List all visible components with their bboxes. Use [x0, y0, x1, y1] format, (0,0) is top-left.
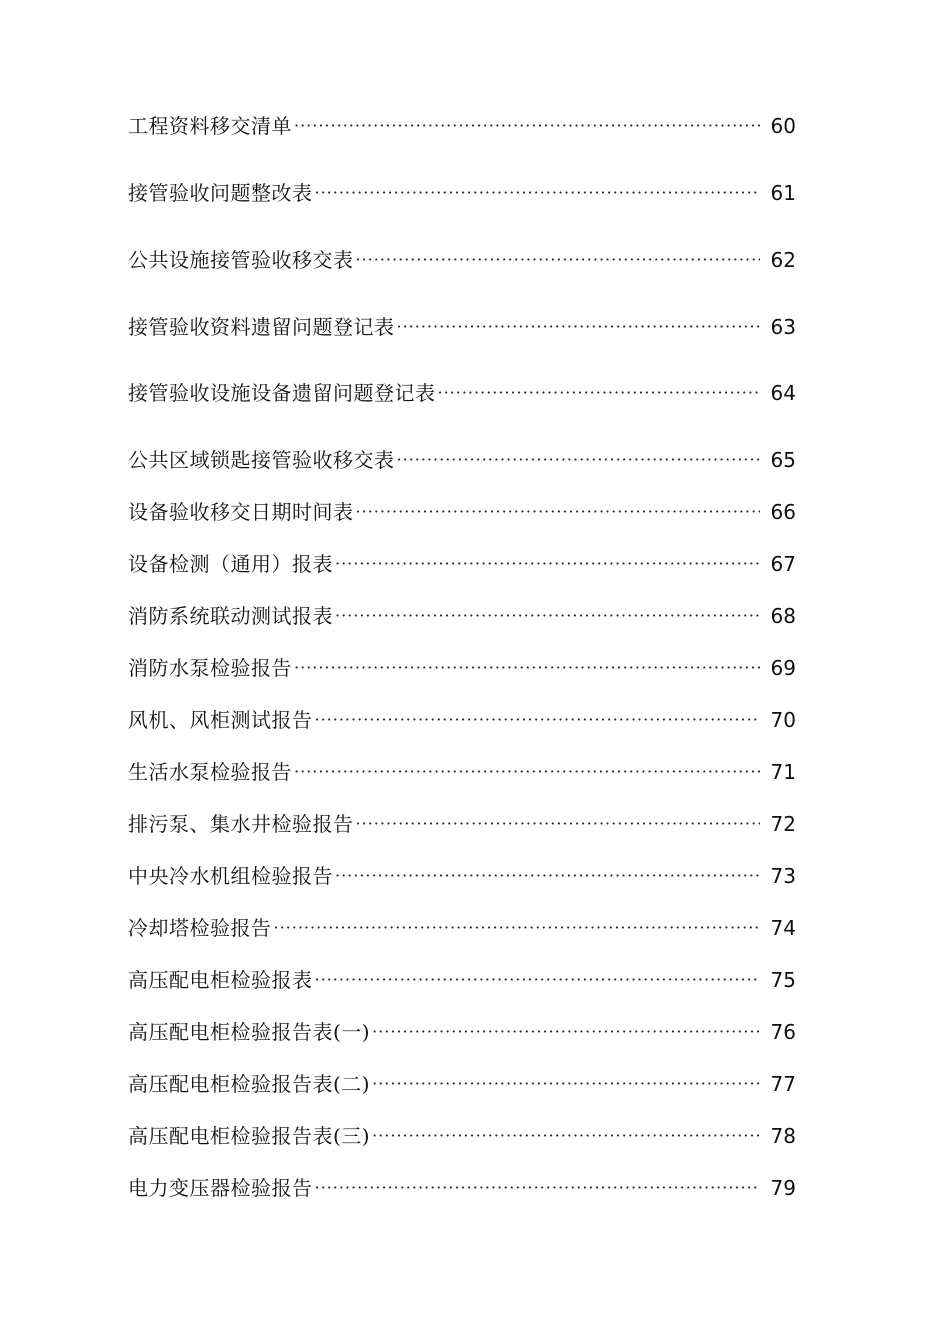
toc-entry[interactable] [128, 653, 796, 683]
toc-entry-title: 接管验收设施设备遗留问题登记表 [128, 381, 436, 405]
toc-leader-dots [372, 1121, 760, 1151]
toc-leader-dots [335, 601, 760, 631]
toc-leader-dots [294, 653, 760, 683]
toc-entry-page: 68 [770, 604, 796, 628]
toc-entry-page: 72 [770, 812, 796, 836]
toc-entry-page: 79 [770, 1176, 796, 1200]
toc-entry[interactable] [128, 965, 796, 995]
toc-entry[interactable] [128, 549, 796, 579]
toc-entry[interactable] [128, 809, 796, 839]
toc-leader-dots [315, 965, 761, 995]
toc-entry-title: 公共设施接管验收移交表 [128, 248, 354, 272]
toc-entry-title: 消防水泵检验报告 [128, 656, 292, 680]
toc-entry-page: 69 [770, 656, 796, 680]
toc-entry-title: 高压配电柜检验报告表(三) [128, 1124, 371, 1148]
toc-entry-page: 71 [770, 760, 796, 784]
toc-entry[interactable] [128, 861, 796, 891]
toc-entry-page: 77 [770, 1072, 796, 1096]
toc-entry-title: 排污泵、集水井检验报告 [128, 812, 354, 836]
toc-leader-dots [356, 497, 761, 527]
toc-leader-dots [315, 178, 761, 208]
toc-entry-page: 63 [770, 315, 796, 339]
toc-leader-dots [397, 312, 761, 342]
toc-entry[interactable] [128, 913, 796, 943]
toc-leader-dots [397, 445, 761, 475]
toc-entry-page: 66 [770, 500, 796, 524]
toc-entry-title: 生活水泵检验报告 [128, 760, 292, 784]
toc-entry-title: 消防系统联动测试报表 [128, 604, 333, 628]
toc-entry[interactable] [128, 445, 796, 475]
toc-entry-title: 中央冷水机组检验报告 [128, 864, 333, 888]
toc-leader-dots [438, 378, 761, 408]
toc-entry-page: 76 [770, 1020, 796, 1044]
toc-entry-page: 70 [770, 708, 796, 732]
toc-entry-page: 78 [770, 1124, 796, 1148]
toc-leader-dots [294, 111, 760, 141]
toc-leader-dots [372, 1069, 760, 1099]
toc-entry[interactable] [128, 111, 796, 141]
toc-entry-page: 65 [770, 448, 796, 472]
toc-leader-dots [335, 549, 760, 579]
toc-leader-dots [315, 1173, 761, 1203]
toc-entry[interactable] [128, 178, 796, 208]
toc-entry-page: 62 [770, 248, 796, 272]
toc-leader-dots [294, 757, 760, 787]
toc-entry-title: 接管验收资料遗留问题登记表 [128, 315, 395, 339]
toc-entry[interactable] [128, 1017, 796, 1047]
toc-entry[interactable] [128, 1069, 796, 1099]
toc-leader-dots [274, 913, 761, 943]
toc-entry-page: 75 [770, 968, 796, 992]
toc-leader-dots [356, 809, 761, 839]
toc-entry-title: 设备检测（通用）报表 [128, 552, 333, 576]
toc-entry-page: 73 [770, 864, 796, 888]
toc-entry-page: 74 [770, 916, 796, 940]
toc-entry[interactable] [128, 1173, 796, 1203]
toc-entry-page: 64 [770, 381, 796, 405]
toc-entry-title: 电力变压器检验报告 [128, 1176, 313, 1200]
toc-entry-title: 工程资料移交清单 [128, 114, 292, 138]
toc-leader-dots [335, 861, 760, 891]
toc-entry[interactable] [128, 757, 796, 787]
toc-entry-title: 风机、风柜测试报告 [128, 708, 313, 732]
toc-entry[interactable] [128, 245, 796, 275]
toc-entry-title: 高压配电柜检验报表 [128, 968, 313, 992]
toc-entry-page: 67 [770, 552, 796, 576]
toc-entry-title: 高压配电柜检验报告表(二) [128, 1072, 371, 1096]
toc-leader-dots [372, 1017, 760, 1047]
toc-entry-title: 高压配电柜检验报告表(一) [128, 1020, 371, 1044]
toc-leader-dots [315, 705, 761, 735]
toc-entry-title: 公共区域锁匙接管验收移交表 [128, 448, 395, 472]
toc-entry[interactable] [128, 601, 796, 631]
toc-entry[interactable] [128, 312, 796, 342]
toc-leader-dots [356, 245, 761, 275]
toc-entry-title: 设备验收移交日期时间表 [128, 500, 354, 524]
toc-entry[interactable] [128, 497, 796, 527]
toc-entry[interactable] [128, 1121, 796, 1151]
toc-entry[interactable] [128, 705, 796, 735]
toc-entry[interactable] [128, 378, 796, 408]
toc-entry-page: 60 [770, 114, 796, 138]
toc-entry-page: 61 [770, 181, 796, 205]
toc-entry-title: 接管验收问题整改表 [128, 181, 313, 205]
toc-entry-title: 冷却塔检验报告 [128, 916, 272, 940]
